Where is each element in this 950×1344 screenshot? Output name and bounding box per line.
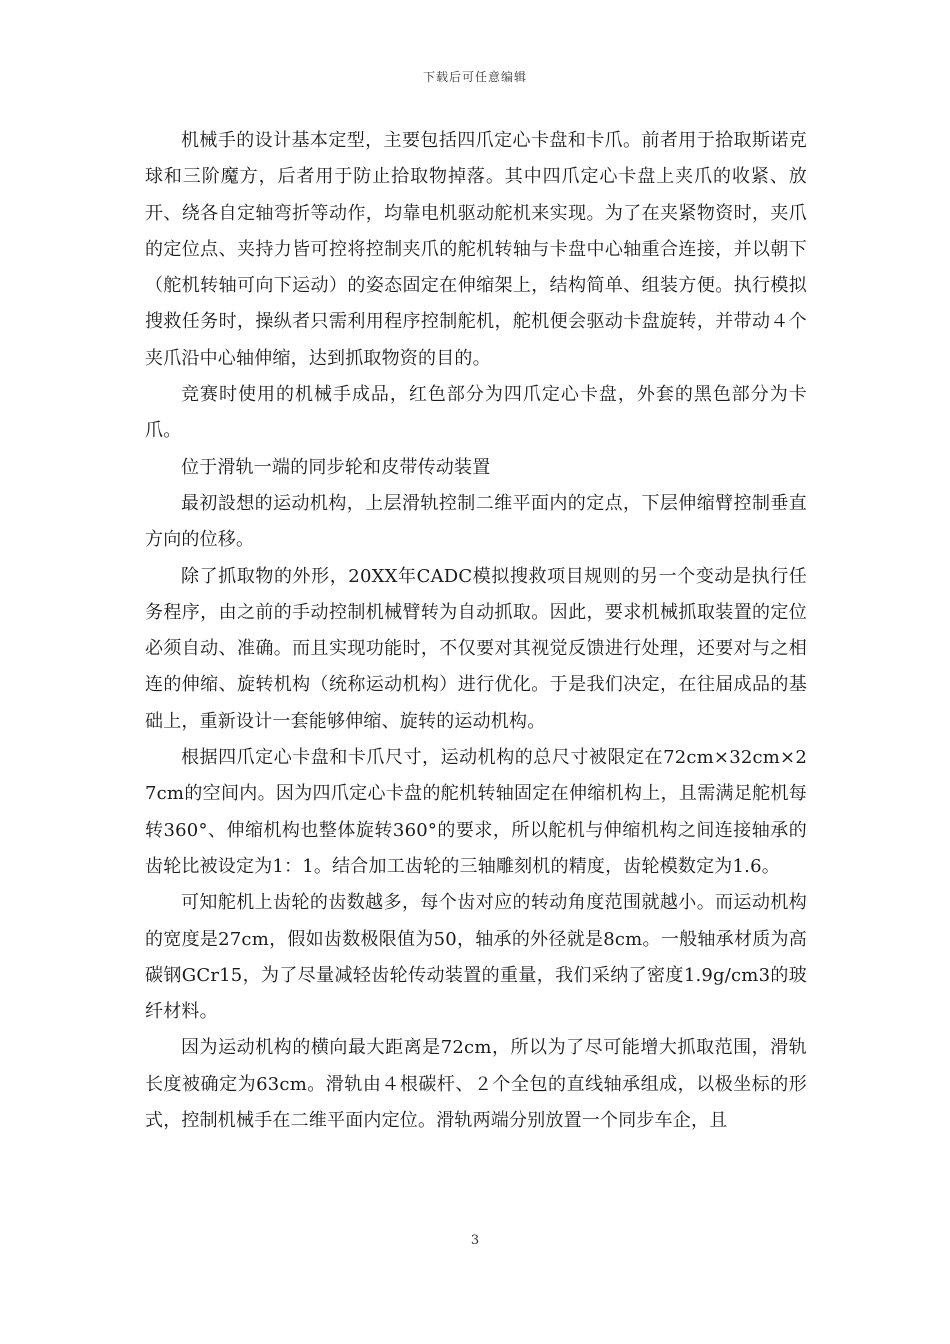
paragraph-caption-synchronous-wheel: 位于滑轨一端的同步轮和皮带传动装置 bbox=[181, 456, 491, 478]
paragraph-rule-change: 除了抓取物的外形，20XX年CADC模拟搜救项目规则的另一个变动是执行任务程序，由之前的手动控制机械臂转为自动抓取。因此，要求机械抓取装置的定位必须自动、准确。而且实现功能时，不仅要对其视觉反馈进行处理，还要对与之相连的伸缩、旋转机构（统称运动机构）进行优化。于是我们决定，在往届成品的基础上，重新设计一套能够伸缩、旋转的运动机构。 bbox=[145, 565, 807, 732]
page-number: 3 bbox=[470, 1233, 480, 1248]
paragraph-initial-mechanism: 最初設想的运动机构，上层滑轨控制二维平面内的定点，下层伸缩臂控制垂直方向的位移。 bbox=[145, 492, 807, 551]
paragraph-gear-teeth: 可知舵机上齿轮的齿数越多，每个齿对应的转动角度范围就越小。而运动机构的宽度是27cm，假如齿数极限值为50，轴承的外径就是8cm。一般轴承材质为高碳钢GCr15，为了尽量减轻齿轮传动装置的重量，我们采纳了密度1.9g/cm3的玻纤材料。 bbox=[145, 892, 807, 1023]
document-body bbox=[145, 123, 807, 1139]
page-header: 下载后可任意编辑 bbox=[422, 70, 527, 84]
paragraph-dimensions: 根据四爪定心卡盘和卡爪尺寸，运动机构的总尺寸被限定在72cm×32cm×27cm的空间内。因为四爪定心卡盘的舵机转轴固定在伸缩机构上，且需满足舵机每转360°、伸缩机构也整体旋转360°的要求，所以舵机与伸缩机构之间连接轴承的齿轮比被设定为1：1。结合加工齿轮的三轴雕刻机的精度，齿轮模数定为1.6。 bbox=[145, 747, 807, 877]
paragraph-finished-gripper: 竞赛时使用的机械手成品，红色部分为四爪定心卡盘，外套的黑色部分为卡爪。 bbox=[145, 384, 807, 442]
paragraph-gripper-design: 机械手的设计基本定型，主要包括四爪定心卡盘和卡爪。前者用于拾取斯诺克球和三阶魔方，后者用于防止拾取物掉落。其中四爪定心卡盘上夹爪的收紧、放开、绕各自定轴弯折等动作，均靠电机驱动舵机来实现。为了在夹紧物资时，夹爪的定位点、夹持力皆可控将控制夹爪的舵机转轴与卡盘中心轴重合连接，并以朝下（舵机转轴可向下运动）的姿态固定在伸缩架上，结构简单、组装方便。执行模拟搜救任务时，操纵者只需利用程序控制舵机，舵机便会驱动卡盘旋转，并带动４个夹爪沿中心轴伸缩，达到抓取物资的目的。 bbox=[145, 130, 807, 369]
paragraph-slide-rail: 因为运动机构的横向最大距离是72cm，所以为了尽可能增大抓取范围，滑轨长度被确定为63cm。滑轨由４根碳杆、２个全包的直线轴承组成，以极坐标的形式，控制机械手在二维平面内定位。滑轨两端分别放置一个同步车企，且 bbox=[145, 1037, 807, 1132]
